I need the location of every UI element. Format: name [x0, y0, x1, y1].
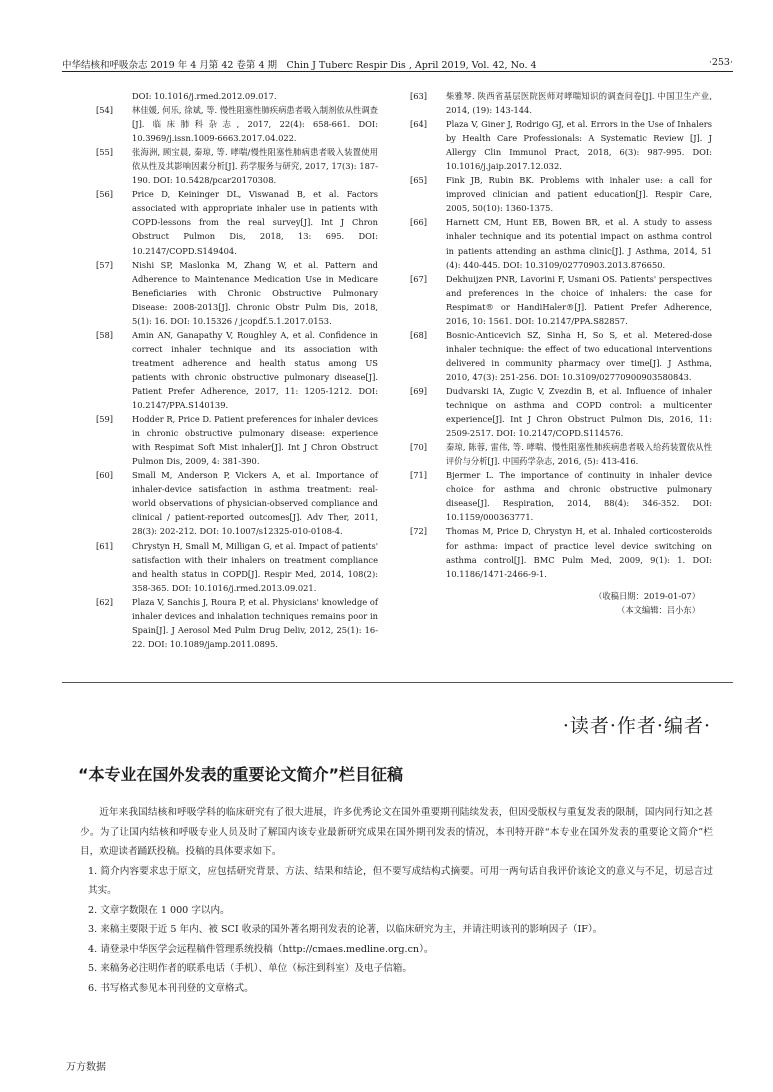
section-divider: [62, 682, 733, 683]
reference-60: [96, 468, 378, 538]
reference-59: [96, 412, 378, 468]
journal-citation: 中华结核和呼吸杂志 2019 年 4 月第 42 卷第 4 期 Chin J Tuberc Respir Dis , April 2019, Vol. 42, No. 4: [62, 60, 537, 71]
received-date: （收稿日期：2019-01-07）: [594, 590, 700, 601]
reference-number: [66]: [410, 217, 428, 228]
references-right-column: [410, 89, 712, 617]
running-header: [62, 57, 733, 71]
reference-text: Amin AN, Ganapathy V, Roughley A, et al. Confidence in correct inhaler technique and its association with treatment adherence and health status among US patients with chronic obstructive pulmonary disease[J]. Patient Prefer Adherence, 2017, 11: 1205-1212. DOI: 10.2147/PPA.S140139.: [132, 329, 378, 411]
reference-65: [410, 173, 712, 215]
section-heading: ·读者·作者·编者·: [562, 715, 711, 737]
reference-71: [410, 468, 712, 524]
watermark-text: 万方数据: [66, 1062, 106, 1073]
reference-72: [410, 524, 712, 580]
requirement-item-6: 6. 书写格式参见本刊刊登的文章格式。: [88, 982, 254, 994]
reference-text: 秦琼, 陈蓉, 雷伟, 等. 哮喘、慢性阻塞性肺疾病患者吸入给药装置依从性评价与分析[J]. 中国药学杂志, 2016, (5): 413-416.: [446, 442, 712, 467]
reference-number: [65]: [410, 175, 428, 186]
reference-text: Dudvarski IA, Zugic V, Zvezdin B, et al. Influence of inhaler technique on asthma and COPD control: a multicenter experience[J]. Int J Chron Obstruct Pulmon Dis, 2016, 11: 2509-2517. DOI: 10.2147/COPD.S114576.: [446, 385, 712, 439]
reference-number: [69]: [410, 385, 428, 396]
article-editor: （本文编辑：吕小东）: [617, 604, 700, 615]
reference-70: [410, 440, 712, 468]
requirement-item-2: 2. 文章字数限在 1 000 字以内。: [88, 904, 230, 916]
header-rule: [62, 71, 733, 72]
reference-54: [96, 103, 378, 145]
reference-number: [72]: [410, 526, 428, 537]
reference-number: [64]: [410, 119, 428, 130]
reference-text: Fink JB, Rubin BK. Problems with inhaler use: a call for improved clinician and patient education[J]. Respir Care, 2005, 50(10): 1360-1375.: [446, 175, 712, 214]
reference-text: Price D, Keininger DL, Viswanad B, et al. Factors associated with appropriate inhaler use in patients with COPD-lessons from the real survey[J]. Int J Chron Obstruct Pulmon Dis, 2018, 13: 695. DOI: 10.2147/COPD.S149404.: [132, 189, 378, 256]
requirement-item-3: 3. 来稿主要限于近 5 年内、被 SCI 收录的国外著名期刊发表的论著，以临床研究为主，并请注明该刊的影响因子（IF）。: [88, 924, 603, 935]
reference-number: [57]: [96, 259, 114, 270]
reference-number: [56]: [96, 189, 114, 200]
reference-64: [410, 117, 712, 173]
reference-68: [410, 328, 712, 384]
requirement-item-5: 5. 来稿务必注明作者的联系电话（手机）、单位（标注到科室）及电子信箱。: [88, 963, 412, 974]
reference-text: Harnett CM, Hunt EB, Bowen BR, et al. A study to assess inhaler technique and its potential impact on asthma control in patients attending an asthma clinic[J]. J Asthma, 2014, 51 (4): 440-445. DOI: 10.3109/02770903.2013.876650.: [446, 217, 712, 270]
reference-number: [70]: [410, 442, 428, 453]
reference-56: [96, 187, 378, 257]
reference-text: Small M, Anderson P, Vickers A, et al. Importance of inhaler-device satisfaction in asthma treatment: real-world observations of physician-observed compliance and clinical / patient-reported outcomes[J]. Adv Ther, 2011, 28(3): 202-212. DOI: 10.1007/s12325-010-0108-4.: [132, 470, 378, 537]
reference-text: 张海洲, 顾宝晨, 秦琼, 等. 哮喘/慢性阻塞性肺病患者吸入装置使用依从性及其影响因素分析[J]. 药学服务与研究, 2017, 17(3): 187-190. DOI: 10.5428/pcar20170308.: [132, 147, 378, 186]
reference-text: 柴雅琴. 陕西省基层医院医师对哮喘知识的调查问卷[J]. 中国卫生产业, 2014, (19): 143-144.: [446, 91, 712, 116]
reference-66: [410, 215, 712, 271]
reference-text: Plaza V, Sanchis J, Roura P, et al. Physicians' knowledge of inhaler devices and inhalation techniques remains poor in Spain[J]. J Aerosol Med Pulm Drug Deliv, 2012, 25(1): 16-22. DOI: 10.1089/jamp.2011.0895.: [132, 596, 378, 649]
reference-number: [55]: [96, 147, 114, 158]
reference-number: [67]: [410, 273, 428, 284]
reference-continuation: [96, 89, 378, 103]
reference-number: [58]: [96, 329, 114, 340]
reference-text: Dekhuijzen PNR, Lavorini F, Usmani OS. Patients' perspectives and preferences in the choice of inhalers: the case for Respimat® or HandiHaler®[J]. Patient Prefer Adherence, 2016, 10: 1561. DOI: 10.2147/PPA.S82857.: [446, 273, 712, 326]
reference-text: DOI: 10.1016/j.rmed.2012.09.017.: [132, 91, 277, 101]
reference-text: 林佳媛, 何乐, 徐斌, 等. 慢性阻塞性肺疾病患者吸入制剂依从性调查[J]. 临床肺科杂志, 2017, 22(4): 658-661. DOI: 10.3969/j.issn.1009-6663.2017.04.022.: [132, 105, 378, 144]
reference-text: Nishi SP, Maslonka M, Zhang W, et al. Pattern and Adherence to Maintenance Medication Use in Medicare Beneficiaries with Chronic Obstructive Pulmonary Disease: 2008-2013[J]. Chronic Obstr Pulm Dis, 2018, 5(1): 16. DOI: 10.15326 / jcopdf.5.1.2017.0153.: [132, 259, 378, 326]
reference-61: [96, 539, 378, 595]
page-number: ·253·: [708, 57, 733, 68]
reference-57: [96, 258, 378, 328]
reference-text: Chrystyn H, Small M, Milligan G, et al. Impact of patients' satisfaction with their inhalers on treatment compliance and health status in COPD[J]. Respir Med, 2014, 108(2): 358-365. DOI: 10.1016/j.rmed.2013.09.021.: [132, 540, 378, 593]
reference-55: [96, 145, 378, 187]
reference-text: Bjermer L. The importance of continuity in inhaler device choice for asthma and chronic obstructive pulmonary disease[J]. Respiration, 2014, 88(4): 346-352. DOI: 10.1159/000363771.: [446, 470, 712, 523]
reference-number: [63]: [410, 91, 428, 101]
reference-number: [71]: [410, 470, 428, 481]
notice-body: [80, 803, 713, 998]
notice-title: “本专业在国外发表的重要论文简介”栏目征稿: [78, 765, 404, 784]
reference-number: [60]: [96, 470, 114, 481]
reference-63: [410, 89, 712, 117]
reference-number: [62]: [96, 596, 114, 607]
reference-58: [96, 328, 378, 412]
requirement-item-4: 4. 请登录中华医学会远程稿件管理系统投稿（http://cmaes.medline.org.cn）。: [88, 943, 434, 955]
reference-69: [410, 384, 712, 440]
reference-62: [96, 595, 378, 651]
reference-number: [68]: [410, 329, 428, 340]
requirement-item-1: 1. 简介内容要求忠于原文，应包括研究背景、方法、结果和结论，但不要写成结构式摘要。可用一两句话自我评价该论文的意义与不足，切忌言过其实。: [88, 865, 713, 896]
reference-text: Thomas M, Price D, Chrystyn H, et al. Inhaled corticosteroids for asthma: impact of practice level device switching on asthma control[J]. BMC Pulm Med, 2009, 9(1): 1. DOI: 10.1186/1471-2466-9-1.: [446, 526, 712, 579]
reference-number: [59]: [96, 414, 114, 425]
reference-67: [410, 272, 712, 328]
reference-number: [54]: [96, 105, 114, 116]
reference-number: [61]: [96, 540, 114, 551]
reference-text: Bosnic-Anticevich SZ, Sinha H, So S, et al. Metered-dose inhaler technique: the effect of two educational interventions delivered in community pharmacy over time[J]. J Asthma, 2010, 47(3): 251-256. DOI: 10.3109/02770900903580843.: [446, 329, 712, 382]
reference-text: Plaza V, Giner J, Rodrigo GJ, et al. Errors in the Use of Inhalers by Health Care Professionals: A Systematic Review [J]. J Allergy Clin Immunol Pract, 2018, 6(3): 987-995. DOI: 10.1016/j.jaip.2017.12.032.: [446, 119, 712, 172]
notice-intro: 近年来我国结核和呼吸学科的临床研究有了很大进展，许多优秀论文在国外重要期刊陆续发表，但因受版权与重复发表的限制，国内同行知之甚少。为了让国内结核和呼吸专业人员及时了解国内该专业最新研究成果在国外期刊发表的情况，本刊特开辟“本专业在国外发表的重要论文简介”栏目，欢迎读者踊跃投稿。投稿的具体要求如下。: [80, 807, 713, 857]
reference-text: Hodder R, Price D. Patient preferences for inhaler devices in chronic obstructive pulmonary disease: experience with Respimat Soft Mist inhaler[J]. Int J Chron Obstruct Pulmon Dis, 2009, 4: 381-390.: [132, 414, 378, 467]
references-left-column: [96, 89, 378, 651]
